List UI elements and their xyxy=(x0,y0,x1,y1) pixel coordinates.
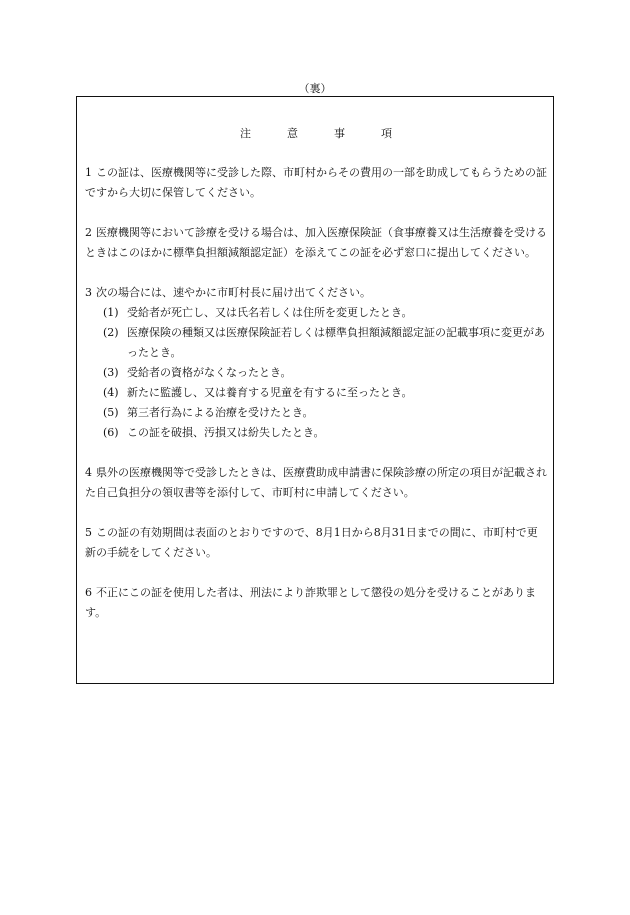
notice-item-4 xyxy=(85,463,547,503)
sub-item-5 xyxy=(85,403,547,423)
item-text-body: 県外の医療機関等で受診したときは、医療費助成申請書に保険診療の所定の項目が記載された自己負担分の領収書等を添付して、市町村に申請してください。 xyxy=(85,466,547,499)
sub-text: 第三者行為による治療を受けたとき。 xyxy=(127,406,314,419)
sub-number: (1) xyxy=(103,306,119,319)
notice-frame xyxy=(76,96,554,684)
item-text xyxy=(85,223,547,263)
sub-text: この証を破損、汚損又は紛失したとき。 xyxy=(127,426,325,439)
item-text xyxy=(85,463,547,503)
sub-text: 新たに監護し、又は養育する児童を有するに至ったとき。 xyxy=(127,386,413,399)
item-text xyxy=(85,583,547,623)
notice-items xyxy=(85,163,547,623)
sub-item-1 xyxy=(85,303,547,323)
sub-text: 受給者が死亡し、又は氏名若しくは住所を変更したとき。 xyxy=(127,306,413,319)
notice-item-1 xyxy=(85,163,547,203)
sub-text-wrap xyxy=(127,323,547,363)
sub-number: (5) xyxy=(103,406,119,419)
sub-list xyxy=(99,303,547,443)
sub-number: (4) xyxy=(103,386,119,399)
item-text xyxy=(85,523,547,563)
notice-item-6 xyxy=(85,583,547,623)
page-side-label: （裏） xyxy=(298,82,332,95)
sub-number: (6) xyxy=(103,426,119,439)
sub-text: 医療保険の種類又は医療保険証若しくは標準負担額減額認定証の記載事項に変更があったとき。 xyxy=(127,326,545,359)
notice-item-5 xyxy=(85,523,547,563)
item-number: 2 xyxy=(85,226,92,239)
item-text-body: この証の有効期間は表面のとおりですので、8月1日から8月31日までの間に、市町村で更新の手続をしてください。 xyxy=(85,526,538,559)
item-number: 3 xyxy=(85,286,92,299)
sub-item-6 xyxy=(85,423,547,443)
item-text-body: 次の場合には、速やかに市町村長に届け出てください。 xyxy=(96,286,371,299)
notice-heading: 注意事項 xyxy=(240,127,428,140)
sub-number: (2) xyxy=(103,326,119,339)
sub-number: (3) xyxy=(103,366,119,379)
item-number: 4 xyxy=(85,466,92,479)
item-text xyxy=(85,283,547,303)
item-number: 5 xyxy=(85,526,92,539)
notice-item-2 xyxy=(85,223,547,263)
sub-text: 受給者の資格がなくなったとき。 xyxy=(127,366,292,379)
item-number: 1 xyxy=(85,166,92,179)
item-number: 6 xyxy=(85,586,92,599)
item-text xyxy=(85,163,547,203)
item-text-body: 医療機関等において診療を受ける場合は、加入医療保険証（食事療養又は生活療養を受けるときはこのほかに標準負担額減額認定証）を添えてこの証を必ず窓口に提出してください。 xyxy=(85,226,547,259)
sub-item-4 xyxy=(85,383,547,403)
notice-item-3 xyxy=(85,283,547,443)
item-text-body: この証は、医療機関等に受診した際、市町村からその費用の一部を助成してもらうための証ですから大切に保管してください。 xyxy=(85,166,547,199)
sub-item-2 xyxy=(85,323,547,363)
sub-item-3 xyxy=(85,363,547,383)
item-text-body: 不正にこの証を使用した者は、刑法により詐欺罪として懲役の処分を受けることがあります。 xyxy=(85,586,536,619)
